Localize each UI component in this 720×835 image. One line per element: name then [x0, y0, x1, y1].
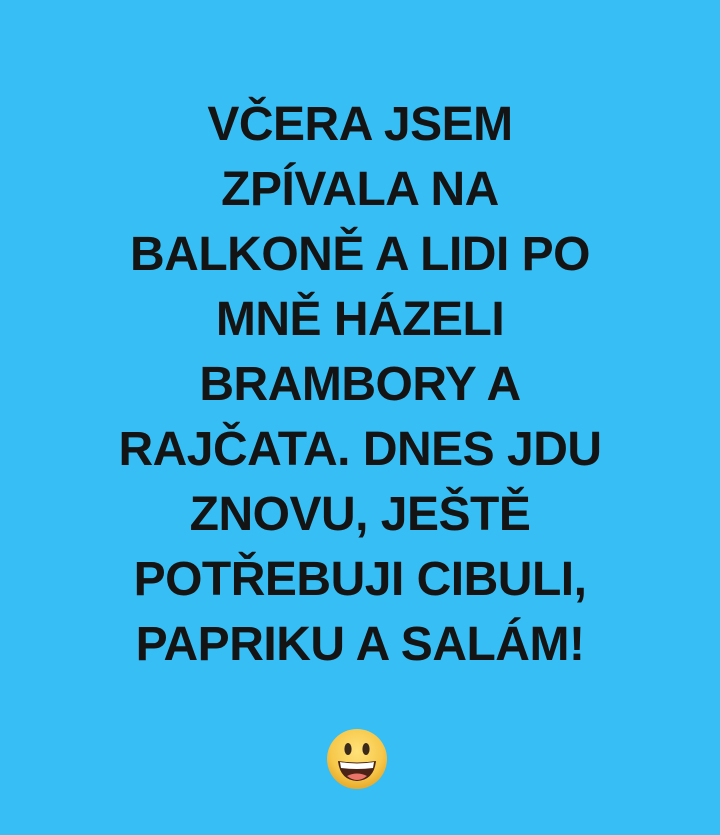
emoji-left-eye — [344, 743, 351, 755]
grinning-face-icon — [324, 726, 390, 792]
text-line-3: BALKONĚ A LIDI PO — [130, 228, 590, 281]
meme-text — [0, 92, 720, 677]
text-line-1: VČERA JSEM — [207, 98, 513, 151]
text-line-9: PAPRIKU A SALÁM! — [135, 618, 585, 671]
grinning-face-svg — [324, 726, 390, 792]
text-line-8: POTŘEBUJI CIBULI, — [133, 553, 587, 606]
text-line-2: ZPÍVALA NA — [221, 163, 499, 216]
text-line-5: BRAMBORY A — [199, 358, 521, 411]
emoji-right-eye — [362, 743, 369, 755]
text-line-6: RAJČATA. DNES JDU — [118, 423, 602, 476]
text-line-4: MNĚ HÁZELI — [215, 293, 505, 346]
text-line-7: ZNOVU, JEŠTĚ — [189, 488, 531, 541]
